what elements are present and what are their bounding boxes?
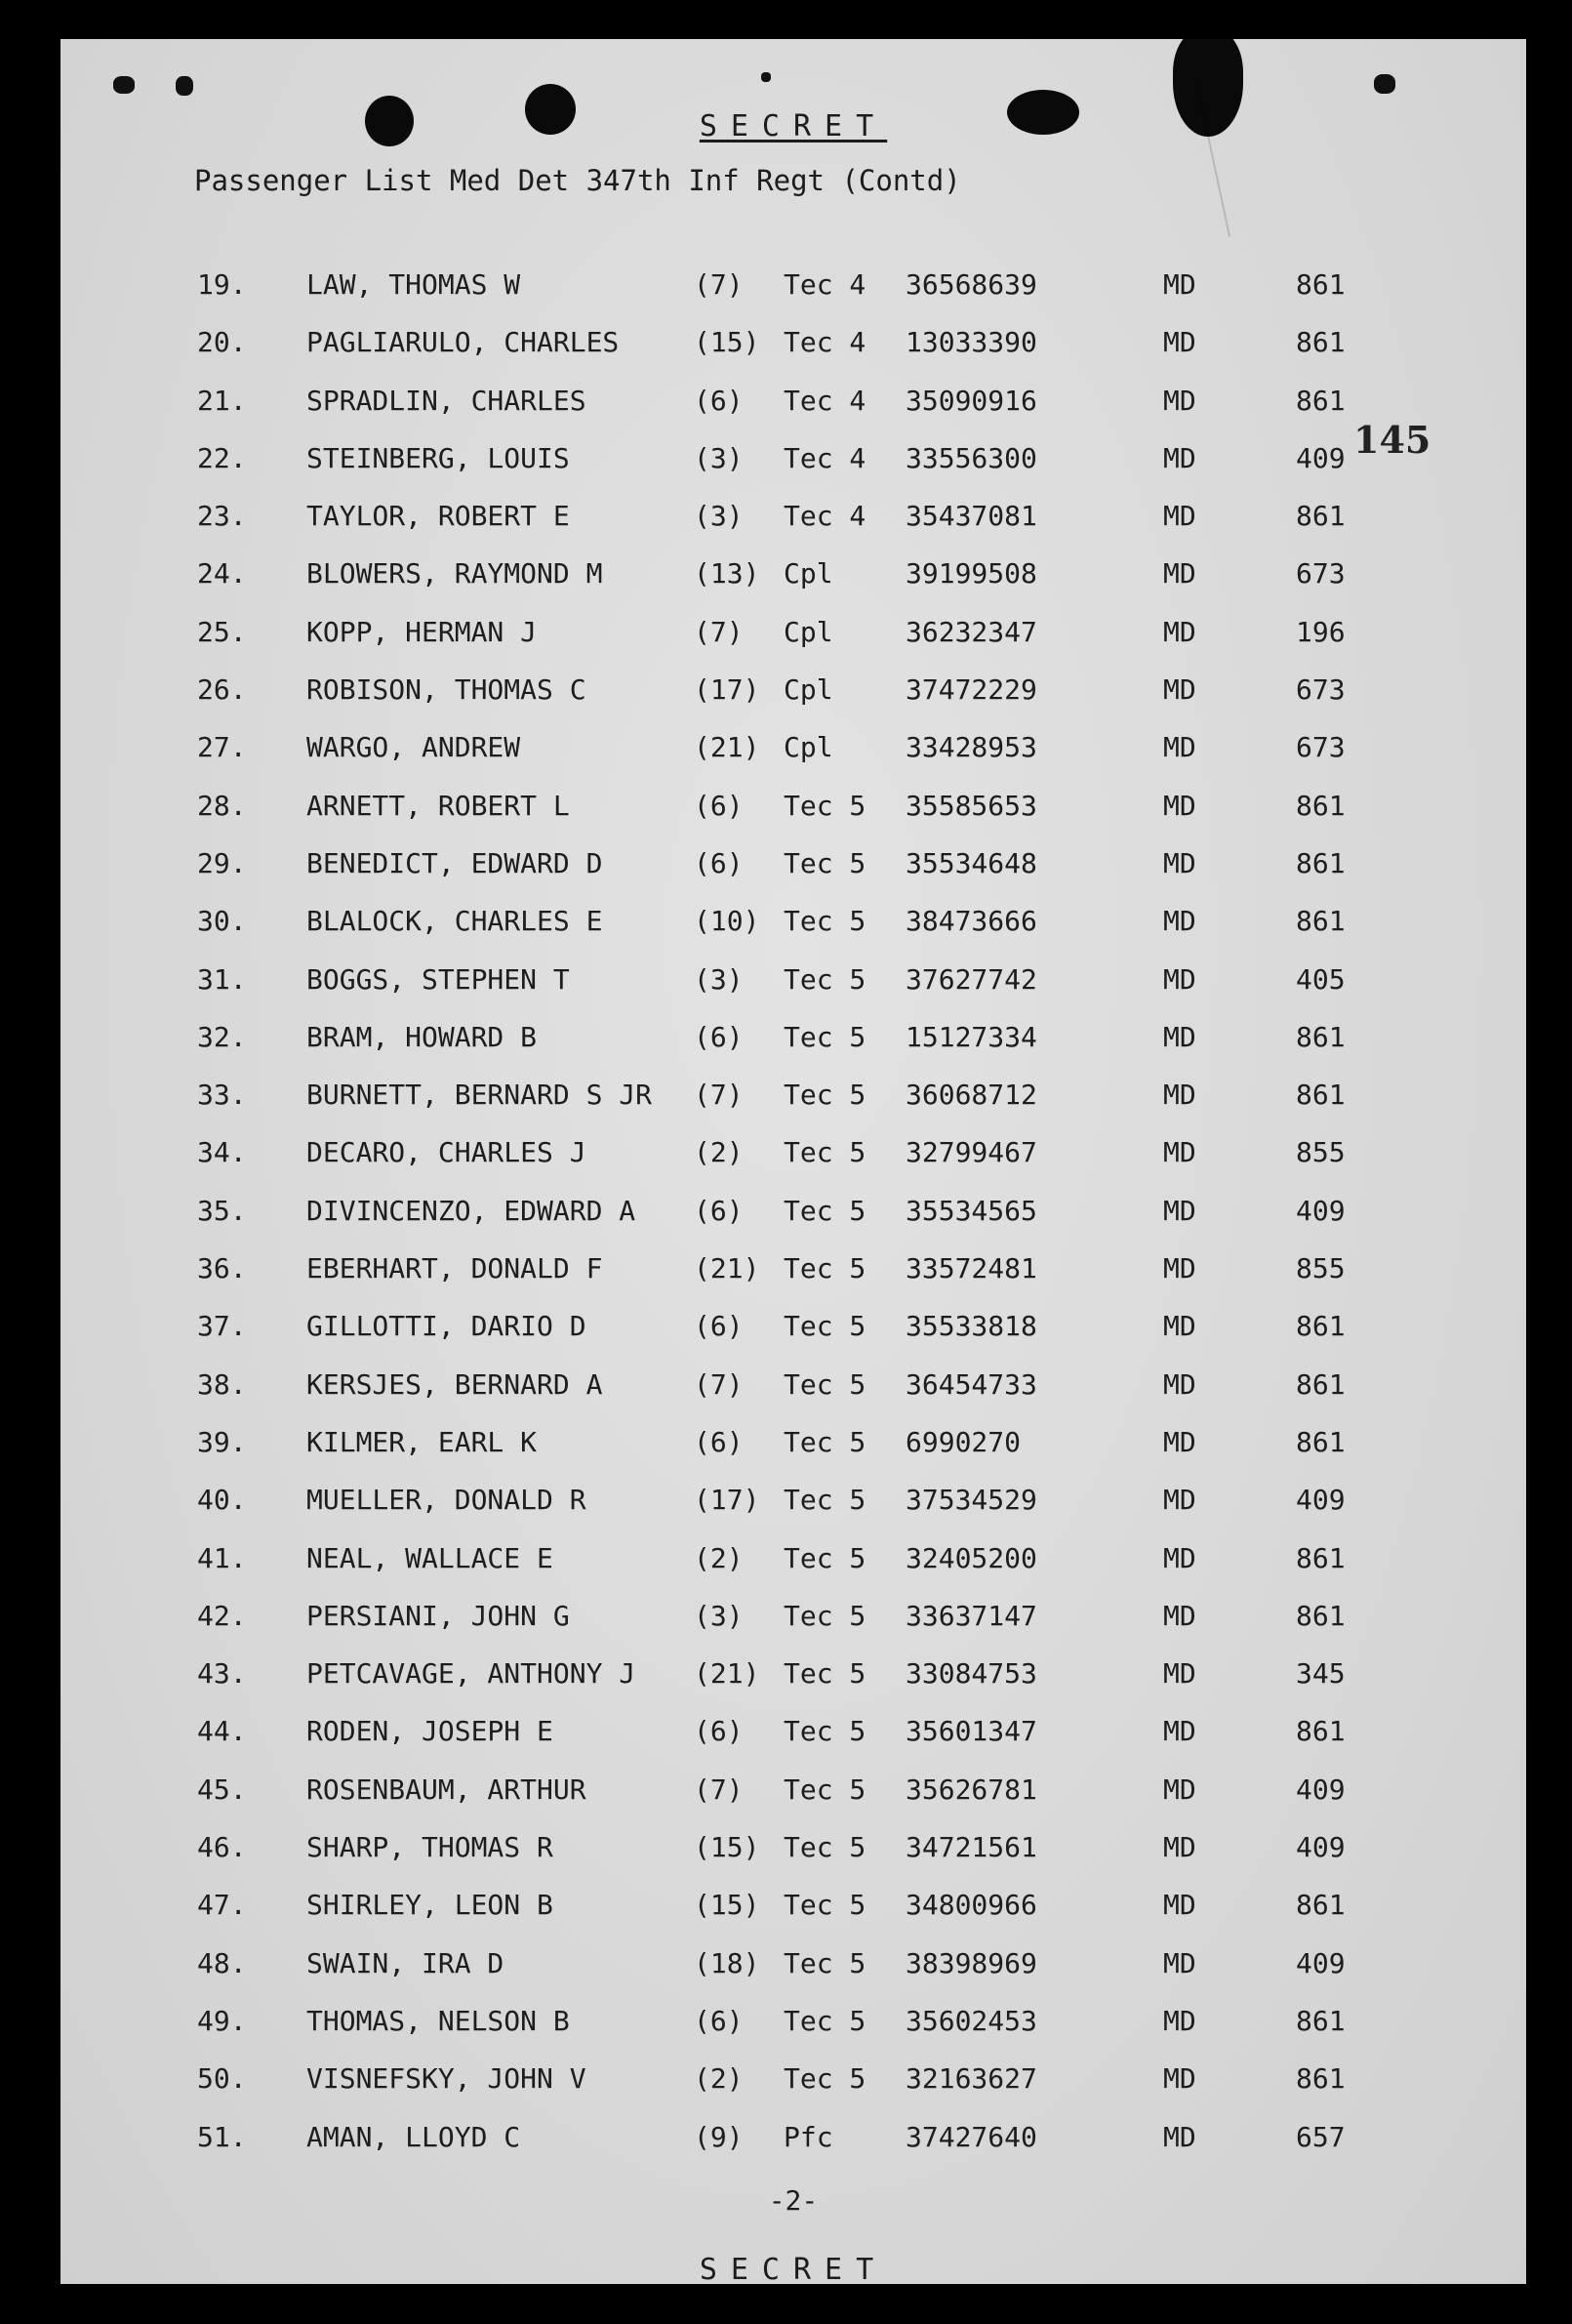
- passenger-grade: Pfc: [784, 2120, 833, 2153]
- table-row: [60, 557, 1526, 615]
- row-number: 39.: [197, 1425, 247, 1458]
- row-number: 38.: [197, 1367, 247, 1401]
- serial-number: 36068712: [906, 1079, 1037, 1112]
- mos-code: 409: [1296, 441, 1346, 474]
- branch-code: MD: [1163, 268, 1196, 301]
- serial-number: 33556300: [906, 441, 1037, 474]
- passenger-name: PAGLIARULO, CHARLES: [306, 326, 620, 359]
- table-row: [60, 2062, 1526, 2120]
- table-row: [60, 500, 1526, 557]
- branch-code: MD: [1163, 1020, 1196, 1053]
- document-title: Passenger List Med Det 347th Inf Regt (Contd): [194, 164, 961, 197]
- table-row: [60, 673, 1526, 731]
- mos-code: 405: [1296, 962, 1346, 996]
- serial-number: 38473666: [906, 905, 1037, 938]
- passenger-grade: Tec 5: [784, 1194, 867, 1227]
- table-row: [60, 1542, 1526, 1600]
- passenger-count: (3): [694, 500, 744, 533]
- passenger-count: (17): [694, 673, 760, 707]
- branch-code: MD: [1163, 962, 1196, 996]
- mos-code: 861: [1296, 326, 1346, 359]
- paper-fold: [1196, 75, 1269, 236]
- table-row: [60, 905, 1526, 962]
- passenger-name: ROBISON, THOMAS C: [306, 673, 586, 707]
- passenger-grade: Tec 5: [784, 1310, 867, 1343]
- branch-code: MD: [1163, 1194, 1196, 1227]
- passenger-count: (3): [694, 1599, 744, 1632]
- passenger-grade: Tec 5: [784, 1657, 867, 1691]
- table-row: [60, 1426, 1526, 1484]
- serial-number: 34800966: [906, 1889, 1037, 1922]
- serial-number: 35534648: [906, 846, 1037, 879]
- row-number: 22.: [197, 441, 247, 474]
- passenger-name: DIVINCENZO, EDWARD A: [306, 1194, 636, 1227]
- serial-number: 35602453: [906, 2004, 1037, 2037]
- row-number: 26.: [197, 673, 247, 707]
- serial-number: 35626781: [906, 1773, 1037, 1806]
- row-number: 29.: [197, 846, 247, 879]
- branch-code: MD: [1163, 384, 1196, 417]
- mos-code: 855: [1296, 1252, 1346, 1285]
- serial-number: 35533818: [906, 1310, 1037, 1343]
- passenger-grade: Tec 5: [784, 2004, 867, 2037]
- table-row: [60, 1252, 1526, 1310]
- table-row: [60, 1021, 1526, 1079]
- passenger-count: (6): [694, 789, 744, 822]
- table-row: [60, 1195, 1526, 1252]
- serial-number: 36232347: [906, 615, 1037, 648]
- serial-number: 37534529: [906, 1484, 1037, 1517]
- passenger-grade: Tec 5: [784, 2062, 867, 2096]
- passenger-count: (7): [694, 615, 744, 648]
- row-number: 36.: [197, 1252, 247, 1285]
- row-number: 34.: [197, 1136, 247, 1169]
- mos-code: 861: [1296, 2062, 1346, 2096]
- passenger-name: EBERHART, DONALD F: [306, 1252, 603, 1285]
- table-row: [60, 1715, 1526, 1773]
- mos-code: 861: [1296, 1599, 1346, 1632]
- branch-code: MD: [1163, 1715, 1196, 1748]
- mos-code: 861: [1296, 846, 1346, 879]
- branch-code: MD: [1163, 789, 1196, 822]
- classification-header-text: SECRET: [699, 109, 888, 143]
- table-row: [60, 1079, 1526, 1136]
- table-row: [60, 2121, 1526, 2179]
- table-row: [60, 442, 1526, 500]
- branch-code: MD: [1163, 2062, 1196, 2096]
- classification-header: [60, 109, 1526, 143]
- row-number: 30.: [197, 905, 247, 938]
- serial-number: 34721561: [906, 1831, 1037, 1864]
- passenger-name: SWAIN, IRA D: [306, 1946, 504, 1979]
- branch-code: MD: [1163, 1657, 1196, 1691]
- passenger-grade: Tec 5: [784, 905, 867, 938]
- table-row: [60, 1657, 1526, 1715]
- table-row: [60, 963, 1526, 1021]
- serial-number: 33428953: [906, 731, 1037, 764]
- table-row: [60, 616, 1526, 673]
- branch-code: MD: [1163, 1079, 1196, 1112]
- passenger-count: (15): [694, 1889, 760, 1922]
- passenger-count: (2): [694, 2062, 744, 2096]
- passenger-grade: Tec 4: [784, 326, 867, 359]
- serial-number: 35601347: [906, 1715, 1037, 1748]
- ink-speck-1: [113, 76, 135, 94]
- passenger-name: KILMER, EARL K: [306, 1425, 538, 1458]
- table-row: [60, 1368, 1526, 1426]
- row-number: 32.: [197, 1020, 247, 1053]
- mos-code: 409: [1296, 1831, 1346, 1864]
- passenger-count: (6): [694, 384, 744, 417]
- passenger-count: (6): [694, 1020, 744, 1053]
- branch-code: MD: [1163, 846, 1196, 879]
- passenger-grade: Tec 5: [784, 1252, 867, 1285]
- passenger-grade: Tec 5: [784, 789, 867, 822]
- passenger-name: DECARO, CHARLES J: [306, 1136, 586, 1169]
- row-number: 31.: [197, 962, 247, 996]
- passenger-count: (7): [694, 1367, 744, 1401]
- passenger-name: AMAN, LLOYD C: [306, 2120, 521, 2153]
- passenger-grade: Tec 5: [784, 1946, 867, 1979]
- row-number: 20.: [197, 326, 247, 359]
- passenger-grade: Tec 4: [784, 500, 867, 533]
- passenger-grade: Tec 4: [784, 268, 867, 301]
- passenger-grade: Tec 5: [784, 1889, 867, 1922]
- passenger-count: (6): [694, 1715, 744, 1748]
- row-number: 50.: [197, 2062, 247, 2096]
- passenger-count: (15): [694, 1831, 760, 1864]
- passenger-name: THOMAS, NELSON B: [306, 2004, 570, 2037]
- passenger-count: (6): [694, 1194, 744, 1227]
- serial-number: 37627742: [906, 962, 1037, 996]
- passenger-name: MUELLER, DONALD R: [306, 1484, 586, 1517]
- branch-code: MD: [1163, 326, 1196, 359]
- branch-code: MD: [1163, 500, 1196, 533]
- passenger-name: BOGGS, STEPHEN T: [306, 962, 570, 996]
- passenger-grade: Tec 5: [784, 1773, 867, 1806]
- row-number: 27.: [197, 731, 247, 764]
- passenger-grade: Cpl: [784, 731, 833, 764]
- row-number: 49.: [197, 2004, 247, 2037]
- serial-number: 37427640: [906, 2120, 1037, 2153]
- table-row: [60, 326, 1526, 384]
- passenger-name: ARNETT, ROBERT L: [306, 789, 570, 822]
- passenger-grade: Tec 5: [784, 1136, 867, 1169]
- mos-code: 409: [1296, 1484, 1346, 1517]
- mos-code: 861: [1296, 1367, 1346, 1401]
- passenger-name: SHIRLEY, LEON B: [306, 1889, 553, 1922]
- mos-code: 861: [1296, 905, 1346, 938]
- serial-number: 13033390: [906, 326, 1037, 359]
- branch-code: MD: [1163, 1367, 1196, 1401]
- passenger-count: (18): [694, 1946, 760, 1979]
- passenger-count: (9): [694, 2120, 744, 2153]
- mos-code: 861: [1296, 268, 1346, 301]
- passenger-name: PETCAVAGE, ANTHONY J: [306, 1657, 636, 1691]
- branch-code: MD: [1163, 731, 1196, 764]
- table-row: [60, 1889, 1526, 1946]
- passenger-name: KERSJES, BERNARD A: [306, 1367, 603, 1401]
- serial-number: 36454733: [906, 1367, 1037, 1401]
- passenger-grade: Cpl: [784, 615, 833, 648]
- document-page: [60, 39, 1526, 2284]
- row-number: 46.: [197, 1831, 247, 1864]
- passenger-count: (6): [694, 846, 744, 879]
- table-row: [60, 1831, 1526, 1889]
- passenger-count: (13): [694, 557, 760, 591]
- page-number: -2-: [768, 2184, 819, 2217]
- branch-code: MD: [1163, 1773, 1196, 1806]
- branch-code: MD: [1163, 615, 1196, 648]
- mos-code: 861: [1296, 1020, 1346, 1053]
- passenger-name: TAYLOR, ROBERT E: [306, 500, 570, 533]
- branch-code: MD: [1163, 1310, 1196, 1343]
- passenger-grade: Cpl: [784, 673, 833, 707]
- row-number: 21.: [197, 384, 247, 417]
- serial-number: 15127334: [906, 1020, 1037, 1053]
- branch-code: MD: [1163, 2120, 1196, 2153]
- passenger-count: (7): [694, 1079, 744, 1112]
- row-number: 44.: [197, 1715, 247, 1748]
- mos-code: 409: [1296, 1194, 1346, 1227]
- row-number: 40.: [197, 1484, 247, 1517]
- branch-code: MD: [1163, 1599, 1196, 1632]
- branch-code: MD: [1163, 905, 1196, 938]
- mos-code: 673: [1296, 673, 1346, 707]
- serial-number: 33084753: [906, 1657, 1037, 1691]
- passenger-name: BLALOCK, CHARLES E: [306, 905, 603, 938]
- passenger-grade: Cpl: [784, 557, 833, 591]
- passenger-count: (7): [694, 1773, 744, 1806]
- passenger-count: (3): [694, 441, 744, 474]
- row-number: 45.: [197, 1773, 247, 1806]
- row-number: 28.: [197, 789, 247, 822]
- passenger-grade: Tec 5: [784, 1599, 867, 1632]
- serial-number: 6990270: [906, 1425, 1022, 1458]
- passenger-count: (21): [694, 1657, 760, 1691]
- passenger-name: NEAL, WALLACE E: [306, 1541, 553, 1574]
- row-number: 37.: [197, 1310, 247, 1343]
- table-row: [60, 1774, 1526, 1831]
- branch-code: MD: [1163, 1484, 1196, 1517]
- passenger-count: (10): [694, 905, 760, 938]
- passenger-count: (6): [694, 1425, 744, 1458]
- passenger-grade: Tec 5: [784, 1367, 867, 1401]
- branch-code: MD: [1163, 441, 1196, 474]
- row-number: 33.: [197, 1079, 247, 1112]
- classification-footer: [60, 2253, 1526, 2284]
- branch-code: MD: [1163, 1425, 1196, 1458]
- passenger-name: KOPP, HERMAN J: [306, 615, 538, 648]
- branch-code: MD: [1163, 1946, 1196, 1979]
- branch-code: MD: [1163, 673, 1196, 707]
- passenger-count: (3): [694, 962, 744, 996]
- serial-number: 33572481: [906, 1252, 1037, 1285]
- mos-code: 673: [1296, 557, 1346, 591]
- passenger-name: VISNEFSKY, JOHN V: [306, 2062, 586, 2096]
- table-row: [60, 1484, 1526, 1541]
- passenger-name: PERSIANI, JOHN G: [306, 1599, 570, 1632]
- row-number: 23.: [197, 500, 247, 533]
- passenger-grade: Tec 5: [784, 1831, 867, 1864]
- passenger-grade: Tec 5: [784, 1541, 867, 1574]
- passenger-name: BURNETT, BERNARD S JR: [306, 1079, 653, 1112]
- branch-code: MD: [1163, 1136, 1196, 1169]
- passenger-list: [60, 268, 1526, 2179]
- passenger-count: (2): [694, 1136, 744, 1169]
- serial-number: 38398969: [906, 1946, 1037, 1979]
- mos-code: 345: [1296, 1657, 1346, 1691]
- row-number: 25.: [197, 615, 247, 648]
- passenger-name: STEINBERG, LOUIS: [306, 441, 570, 474]
- branch-code: MD: [1163, 1541, 1196, 1574]
- passenger-name: ROSENBAUM, ARTHUR: [306, 1773, 586, 1806]
- row-number: 48.: [197, 1946, 247, 1979]
- passenger-grade: Tec 5: [784, 1425, 867, 1458]
- serial-number: 35534565: [906, 1194, 1037, 1227]
- table-row: [60, 2005, 1526, 2062]
- passenger-count: (15): [694, 326, 760, 359]
- row-number: 24.: [197, 557, 247, 591]
- row-number: 41.: [197, 1541, 247, 1574]
- row-number: 43.: [197, 1657, 247, 1691]
- row-number: 47.: [197, 1889, 247, 1922]
- mos-code: 861: [1296, 1541, 1346, 1574]
- ink-speck-4: [761, 72, 771, 82]
- serial-number: 37472229: [906, 673, 1037, 707]
- passenger-name: GILLOTTI, DARIO D: [306, 1310, 586, 1343]
- passenger-grade: Tec 5: [784, 846, 867, 879]
- passenger-grade: Tec 4: [784, 384, 867, 417]
- passenger-grade: Tec 5: [784, 962, 867, 996]
- mos-code: 409: [1296, 1946, 1346, 1979]
- serial-number: 33637147: [906, 1599, 1037, 1632]
- mos-code: 196: [1296, 615, 1346, 648]
- passenger-name: BENEDICT, EDWARD D: [306, 846, 603, 879]
- mos-code: 861: [1296, 789, 1346, 822]
- ink-speck-2: [176, 76, 193, 96]
- branch-code: MD: [1163, 1889, 1196, 1922]
- mos-code: 409: [1296, 1773, 1346, 1806]
- passenger-name: LAW, THOMAS W: [306, 268, 521, 301]
- passenger-count: (7): [694, 268, 744, 301]
- table-row: [60, 268, 1526, 326]
- table-row: [60, 1136, 1526, 1194]
- mos-code: 861: [1296, 1715, 1346, 1748]
- row-number: 19.: [197, 268, 247, 301]
- table-row: [60, 1600, 1526, 1657]
- passenger-count: (17): [694, 1484, 760, 1517]
- branch-code: MD: [1163, 557, 1196, 591]
- passenger-name: SHARP, THOMAS R: [306, 1831, 553, 1864]
- passenger-count: (6): [694, 1310, 744, 1343]
- passenger-name: SPRADLIN, CHARLES: [306, 384, 586, 417]
- passenger-count: (2): [694, 1541, 744, 1574]
- mos-code: 861: [1296, 1079, 1346, 1112]
- serial-number: 35437081: [906, 500, 1037, 533]
- passenger-grade: Tec 5: [784, 1715, 867, 1748]
- passenger-count: (6): [694, 2004, 744, 2037]
- row-number: 51.: [197, 2120, 247, 2153]
- serial-number: 35090916: [906, 384, 1037, 417]
- passenger-grade: Tec 5: [784, 1020, 867, 1053]
- serial-number: 36568639: [906, 268, 1037, 301]
- mos-code: 861: [1296, 1310, 1346, 1343]
- ink-speck-3: [1374, 74, 1395, 94]
- mos-code: 855: [1296, 1136, 1346, 1169]
- passenger-name: BLOWERS, RAYMOND M: [306, 557, 603, 591]
- serial-number: 32799467: [906, 1136, 1037, 1169]
- serial-number: 35585653: [906, 789, 1037, 822]
- passenger-count: (21): [694, 731, 760, 764]
- table-row: [60, 790, 1526, 847]
- mos-code: 861: [1296, 384, 1346, 417]
- table-row: [60, 385, 1526, 442]
- branch-code: MD: [1163, 1831, 1196, 1864]
- passenger-grade: Tec 4: [784, 441, 867, 474]
- passenger-count: (21): [694, 1252, 760, 1285]
- branch-code: MD: [1163, 1252, 1196, 1285]
- serial-number: 32405200: [906, 1541, 1037, 1574]
- serial-number: 39199508: [906, 557, 1037, 591]
- passenger-name: RODEN, JOSEPH E: [306, 1715, 553, 1748]
- handwritten-number: 145: [1353, 418, 1431, 462]
- mos-code: 861: [1296, 2004, 1346, 2037]
- mos-code: 861: [1296, 1889, 1346, 1922]
- mos-code: 861: [1296, 500, 1346, 533]
- passenger-name: BRAM, HOWARD B: [306, 1020, 538, 1053]
- passenger-name: WARGO, ANDREW: [306, 731, 521, 764]
- classification-footer-text: SECRET: [699, 2253, 888, 2284]
- mos-code: 657: [1296, 2120, 1346, 2153]
- row-number: 35.: [197, 1194, 247, 1227]
- table-row: [60, 731, 1526, 789]
- table-row: [60, 1310, 1526, 1367]
- mos-code: 673: [1296, 731, 1346, 764]
- table-row: [60, 847, 1526, 905]
- branch-code: MD: [1163, 2004, 1196, 2037]
- row-number: 42.: [197, 1599, 247, 1632]
- table-row: [60, 1947, 1526, 2005]
- mos-code: 861: [1296, 1425, 1346, 1458]
- passenger-grade: Tec 5: [784, 1079, 867, 1112]
- serial-number: 32163627: [906, 2062, 1037, 2096]
- passenger-grade: Tec 5: [784, 1484, 867, 1517]
